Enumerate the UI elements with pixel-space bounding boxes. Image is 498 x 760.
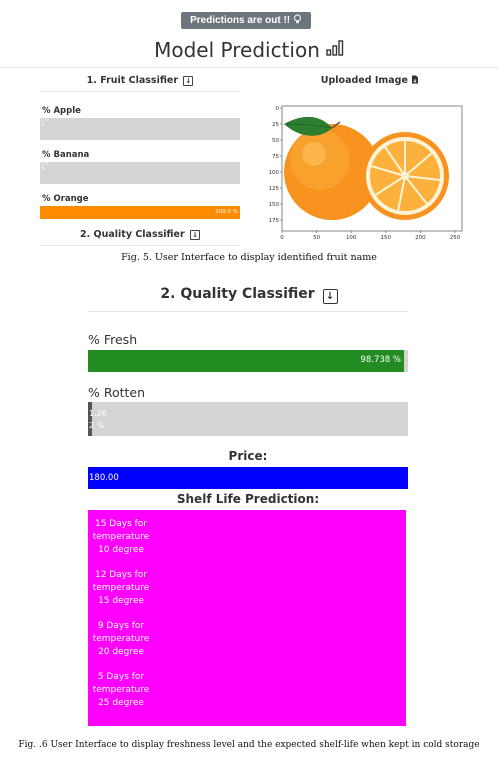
orange-label: % Orange	[42, 194, 89, 204]
shelf-item-temp-label: temperature	[92, 634, 150, 644]
shelf-life-label: Shelf Life Prediction:	[176, 492, 320, 506]
y-tick-label: 50	[272, 138, 279, 144]
y-tick-label: 175	[268, 218, 279, 224]
shelf-item-temp-label: temperature	[92, 583, 150, 593]
x-tick-label: 150	[380, 235, 392, 241]
quality-classifier-title: 2. Quality Classifier	[160, 286, 315, 302]
fruit-classifier-header	[40, 75, 240, 86]
quality-classifier-header	[0, 286, 498, 304]
download-icon[interactable]: ↓	[183, 76, 193, 86]
y-tick-label: 100	[268, 170, 279, 176]
y-tick-label: 75	[272, 154, 279, 160]
price-bar	[88, 467, 408, 489]
orange-slice	[361, 132, 449, 220]
quality-classifier-title-small: 2. Quality Classifier	[79, 229, 185, 240]
predictions-badge	[181, 12, 311, 29]
shelf-item-temp-label: temperature	[92, 532, 150, 542]
shelf-item-degree: 10 degree	[98, 545, 144, 555]
banana-bar	[40, 162, 240, 184]
fresh-label: % Fresh	[88, 332, 138, 347]
download-icon[interactable]: ↓	[323, 289, 338, 304]
apple-label: % Apple	[42, 106, 81, 116]
shelf-item-days: 5 Days for	[97, 672, 145, 682]
y-tick-label: 125	[268, 186, 279, 192]
uploaded-image-header	[270, 75, 470, 86]
shelf-item-days: 12 Days for	[94, 570, 147, 580]
x-tick-label: 50	[313, 235, 321, 241]
shelf-item-degree: 20 degree	[98, 647, 144, 657]
shelf-item-temp-label: temperature	[92, 685, 150, 695]
fruit-header-divider	[40, 91, 240, 92]
shelf-item-days: 9 Days for	[97, 621, 145, 631]
rotten-value: 1.262 %	[89, 409, 107, 430]
shelf-life-item	[88, 569, 154, 608]
orange-bar	[40, 206, 240, 219]
file-icon	[411, 75, 419, 86]
rotten-label: % Rotten	[88, 385, 146, 400]
quality-classifier-header-small	[40, 229, 240, 240]
apple-value: 0.0 %	[41, 118, 49, 128]
uploaded-image-plot	[262, 100, 468, 246]
fruit-classifier-title: 1. Fruit Classifier	[86, 75, 179, 86]
y-tick-label: 25	[272, 122, 279, 128]
shelf-life-item	[88, 518, 154, 557]
bulb-icon	[293, 15, 302, 26]
y-tick-label: 0	[275, 106, 279, 112]
orange-value: 100.0 %	[215, 209, 238, 215]
x-tick-label: 0	[280, 235, 284, 241]
shelf-item-degree: 25 degree	[98, 698, 144, 708]
page-title	[0, 38, 498, 62]
y-tick-label: 150	[268, 202, 279, 208]
banana-value: 0.0 %	[41, 162, 49, 172]
download-icon[interactable]: ↓	[190, 230, 200, 240]
rotten-bar-track	[88, 402, 408, 436]
shelf-item-degree: 15 degree	[98, 596, 144, 606]
page-title-text: Model Prediction	[154, 38, 320, 62]
x-tick-label: 200	[415, 235, 426, 241]
uploaded-image-title: Uploaded Image	[320, 75, 408, 86]
quality-header-divider	[88, 311, 408, 312]
price-label: Price:	[228, 449, 268, 463]
title-divider	[0, 67, 498, 68]
fresh-bar-fill	[88, 350, 404, 372]
apple-bar	[40, 118, 240, 140]
badge-text: Predictions are out !!	[190, 15, 291, 26]
x-tick-label: 250	[449, 235, 461, 241]
fresh-bar-track	[88, 350, 408, 372]
shelf-item-days: 15 Days for	[94, 519, 147, 529]
quality-header-divider-small	[40, 245, 240, 246]
shelf-life-panel	[88, 510, 406, 726]
shelf-life-item	[88, 620, 154, 659]
fig6-caption: Fig. .6 User Interface to display freshness level and the expected shelf-life when kept in cold storage	[18, 740, 480, 750]
price-value: 180.00	[89, 473, 119, 483]
shelf-life-item	[88, 671, 154, 710]
fresh-value: 98.738 %	[360, 355, 401, 365]
fig5-caption: Fig. 5. User Interface to display identified fruit name	[121, 252, 377, 263]
x-tick-label: 100	[345, 235, 357, 241]
bar-chart-icon	[326, 38, 344, 62]
banana-label: % Banana	[42, 150, 90, 160]
